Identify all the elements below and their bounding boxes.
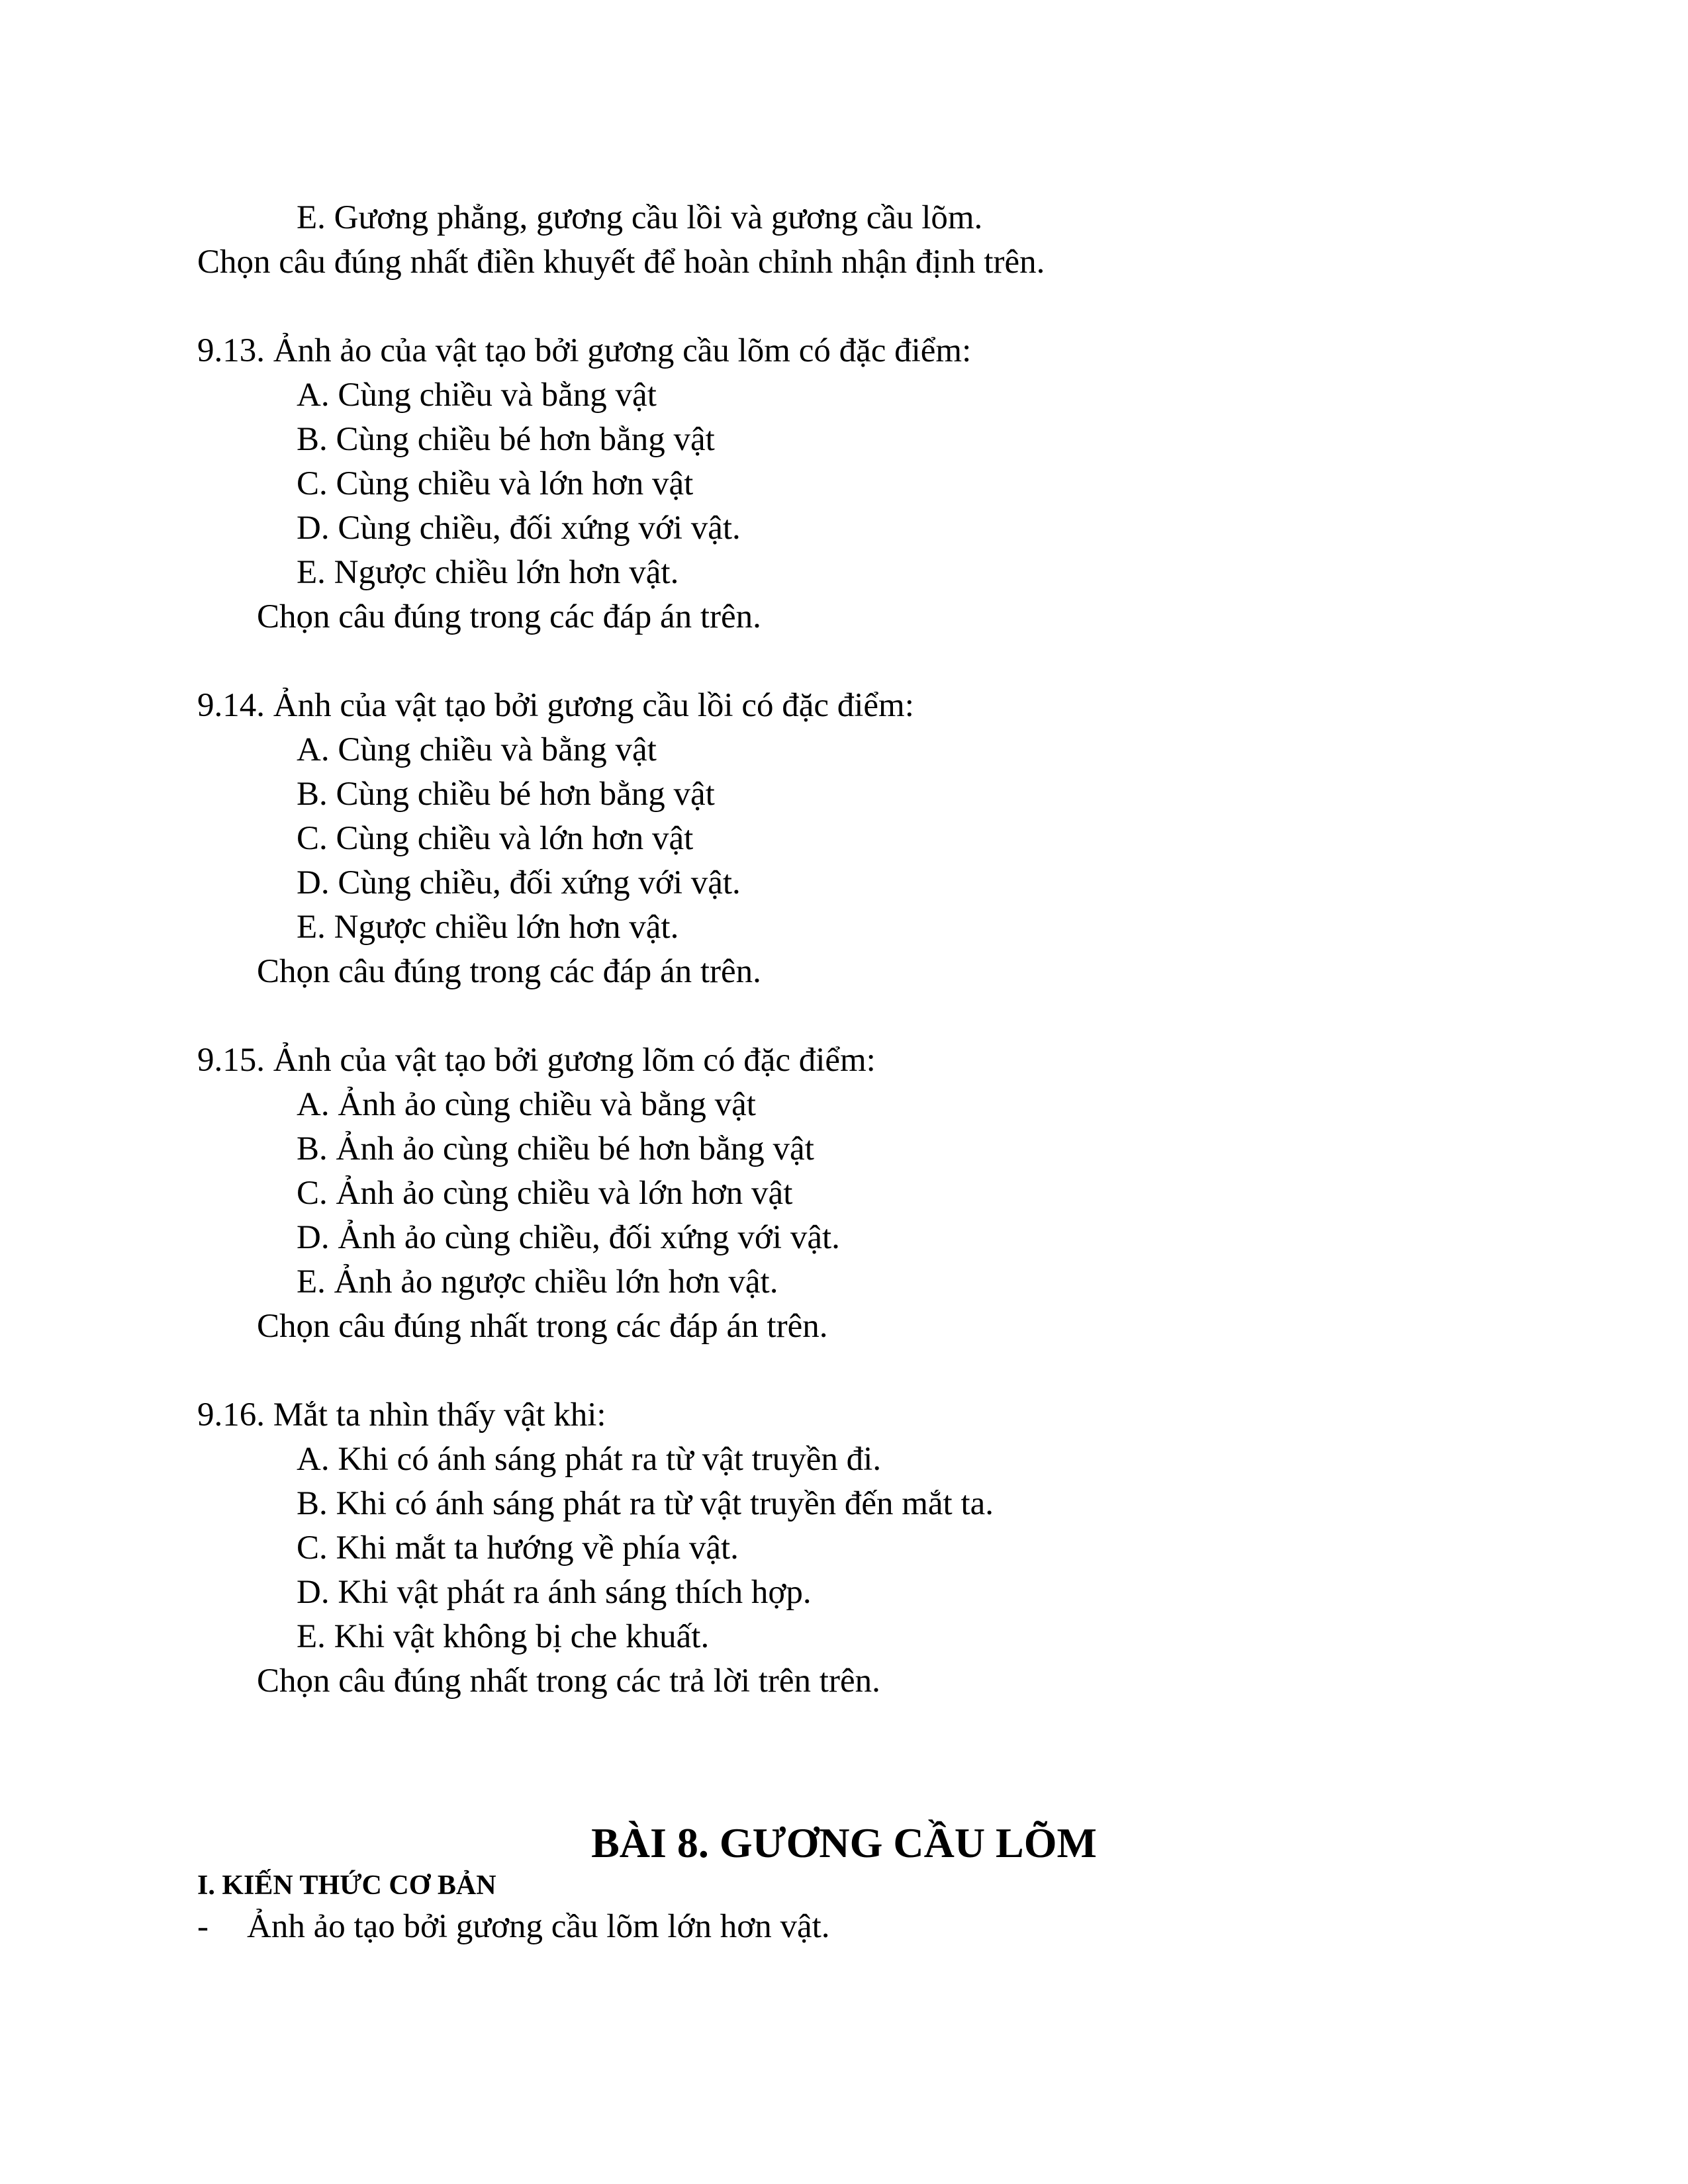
question-stem: 9.15. Ảnh của vật tạo bởi gương lõm có đặc điểm:	[197, 1042, 876, 1079]
answer-option: C. Cùng chiều và lớn hơn vật	[297, 465, 694, 502]
answer-option: C. Ảnh ảo cùng chiều và lớn hơn vật	[297, 1175, 793, 1212]
answer-option: B. Cùng chiều bé hơn bằng vật	[297, 776, 715, 813]
answer-option: A. Cùng chiều và bằng vật	[297, 731, 657, 768]
question-instruction: Chọn câu đúng nhất trong các đáp án trên.	[257, 1308, 828, 1345]
answer-option: C. Khi mắt ta hướng về phía vật.	[297, 1529, 739, 1567]
answer-option: D. Cùng chiều, đối xứng với vật.	[297, 864, 741, 901]
answer-option: D. Cùng chiều, đối xứng với vật.	[297, 510, 741, 547]
answer-option: D. Ảnh ảo cùng chiều, đối xứng với vật.	[297, 1219, 840, 1256]
option-e: E. Gương phẳng, gương cầu lồi và gương cầu lõm.	[297, 199, 983, 236]
question-stem: 9.14. Ảnh của vật tạo bởi gương cầu lồi có đặc điểm:	[197, 687, 914, 724]
instruction: Chọn câu đúng nhất điền khuyết để hoàn chỉnh nhận định trên.	[197, 244, 1045, 281]
question-stem: 9.16. Mắt ta nhìn thấy vật khi:	[197, 1396, 606, 1433]
answer-option: A. Khi có ánh sáng phát ra từ vật truyền đi.	[297, 1441, 882, 1478]
answer-option: B. Cùng chiều bé hơn bằng vật	[297, 421, 715, 458]
answer-option: E. Ngược chiều lớn hơn vật.	[297, 909, 679, 946]
answer-option: E. Ngược chiều lớn hơn vật.	[297, 554, 679, 591]
section-heading: I. KIẾN THỨC CƠ BẢN	[197, 1870, 496, 1901]
answer-option: D. Khi vật phát ra ánh sáng thích hợp.	[297, 1574, 812, 1611]
answer-option: B. Ảnh ảo cùng chiều bé hơn bằng vật	[297, 1130, 814, 1167]
bullet-marker: -	[197, 1908, 209, 1945]
bullet-text: Ảnh ảo tạo bởi gương cầu lõm lớn hơn vật.	[247, 1908, 830, 1945]
answer-option: E. Ảnh ảo ngược chiều lớn hơn vật.	[297, 1263, 778, 1300]
answer-option: B. Khi có ánh sáng phát ra từ vật truyền đến mắt ta.	[297, 1485, 994, 1522]
question-instruction: Chọn câu đúng nhất trong các trả lời trên trên.	[257, 1662, 880, 1700]
question-instruction: Chọn câu đúng trong các đáp án trên.	[257, 598, 761, 635]
lesson-title: BÀI 8. GƯƠNG CẦU LÕM	[591, 1819, 1097, 1866]
question-stem: 9.13. Ảnh ảo của vật tạo bởi gương cầu lõm có đặc điểm:	[197, 332, 972, 369]
answer-option: A. Cùng chiều và bằng vật	[297, 377, 657, 414]
answer-option: E. Khi vật không bị che khuất.	[297, 1618, 710, 1655]
question-instruction: Chọn câu đúng trong các đáp án trên.	[257, 953, 761, 990]
answer-option: C. Cùng chiều và lớn hơn vật	[297, 820, 694, 857]
answer-option: A. Ảnh ảo cùng chiều và bằng vật	[297, 1086, 756, 1123]
